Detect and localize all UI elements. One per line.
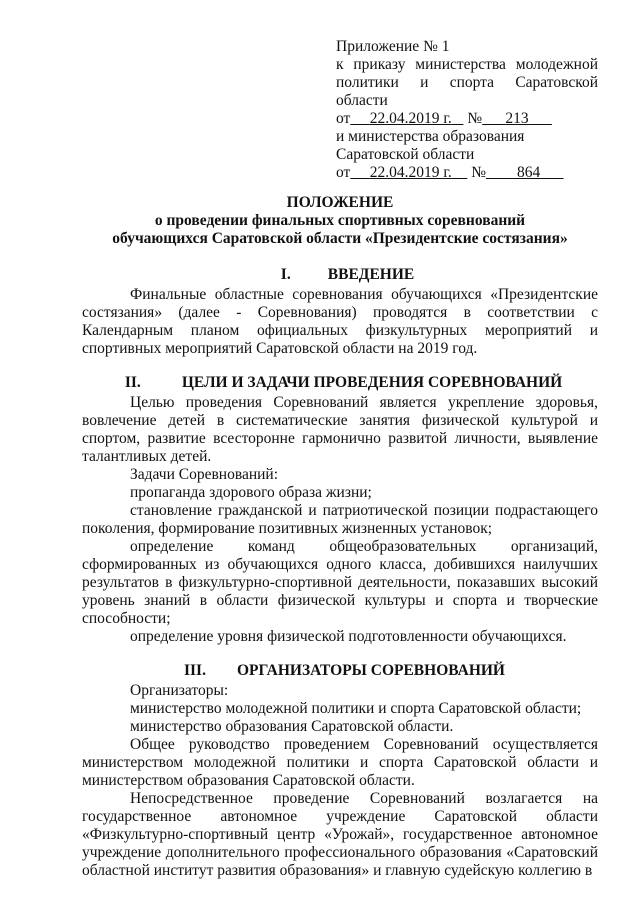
section-heading	[82, 374, 598, 392]
paragraph: Финальные областные соревнования обучающихся «Президентские состязания» (далее - Соревнования) проводятся в соответствии с Календарным планом официальных физкультурных мероприятий и спортивных мероприятий Саратовской области на 2019 год.	[82, 286, 598, 357]
paragraph: Общее руководство проведением Соревнований осуществляется министерством молодежной политики и спорта Саратовской области и министерством образования Саратовской области.	[82, 736, 598, 789]
section-number: III.	[183, 662, 206, 679]
annex-order-line-2	[336, 164, 598, 182]
section-heading	[82, 662, 598, 680]
title-heading: ПОЛОЖЕНИЕ	[286, 194, 394, 211]
paragraph: Целью проведения Соревнований является укрепление здоровья, вовлечение детей в систематические занятия физической культурой и спортом, развитие всесторонне гармонично развитой личности, выявление талантливых детей.	[82, 394, 598, 465]
section-number: I.	[280, 266, 291, 283]
list-item: определение уровня физической подготовленности обучающихся.	[130, 628, 567, 645]
paragraph: Задачи Соревнований:	[130, 466, 279, 483]
title-subtitle: о проведении финальных спортивных соревнований обучающихся Саратовской области «Президентские состязания»	[112, 212, 568, 247]
section-title: ВВЕДЕНИЕ	[327, 266, 415, 283]
section-title: ЦЕЛИ И ЗАДАЧИ ПРОВЕДЕНИЯ СОРЕВНОВАНИЙ	[181, 374, 563, 391]
annex-block	[336, 38, 598, 182]
list-item: становление гражданской и патриотической позиции подрастающего поколения, формирование позитивных жизненных установок;	[82, 502, 598, 537]
annex-title: Приложение № 1	[336, 38, 450, 55]
order-number: 213	[505, 110, 529, 127]
document-title	[82, 194, 598, 248]
order-no-label: №	[467, 110, 483, 127]
order-date: 22.04.2019 г.	[369, 164, 452, 181]
annex-order-line-1	[336, 110, 598, 128]
order-number: 864	[516, 164, 541, 181]
paragraph: Организаторы:	[130, 682, 229, 699]
document-body	[82, 194, 598, 880]
list-item: определение команд общеобразовательных организаций, сформированных из обучающихся одного класса, добившихся наилучших результатов в физкультурно-спортивной деятельности, показавших высокий уровень знаний в области физической культуры и спорта и творческие способности;	[82, 538, 598, 627]
order-prefix: от	[336, 164, 351, 181]
order-no-label: №	[471, 164, 486, 181]
annex-order-text: к приказу министерства молодежной политики и спорта Саратовской области	[336, 56, 598, 109]
list-item: министерство молодежной политики и спорта Саратовской области;	[130, 700, 582, 717]
section-heading	[82, 266, 598, 284]
order-date: 22.04.2019 г.	[369, 110, 452, 127]
list-item: пропаганда здорового образа жизни;	[130, 484, 372, 501]
order-prefix: от	[336, 110, 351, 127]
paragraph: Непосредственное проведение Соревнований возлагается на государственное автономное учреждение Саратовской области «Физкультурно-спортивный центр «Урожай», государственное автономное учреждение дополнительного профессионального образования «Саратовский областной институт развития образования» и главную судейскую коллегию в	[82, 790, 598, 879]
section-number: II.	[124, 374, 141, 391]
section-title: ОРГАНИЗАТОРЫ СОРЕВНОВАНИЙ	[236, 662, 505, 679]
annex-ministry-education: и министерства образования Саратовской области	[336, 128, 525, 163]
list-item: министерство образования Саратовской области.	[130, 718, 454, 735]
